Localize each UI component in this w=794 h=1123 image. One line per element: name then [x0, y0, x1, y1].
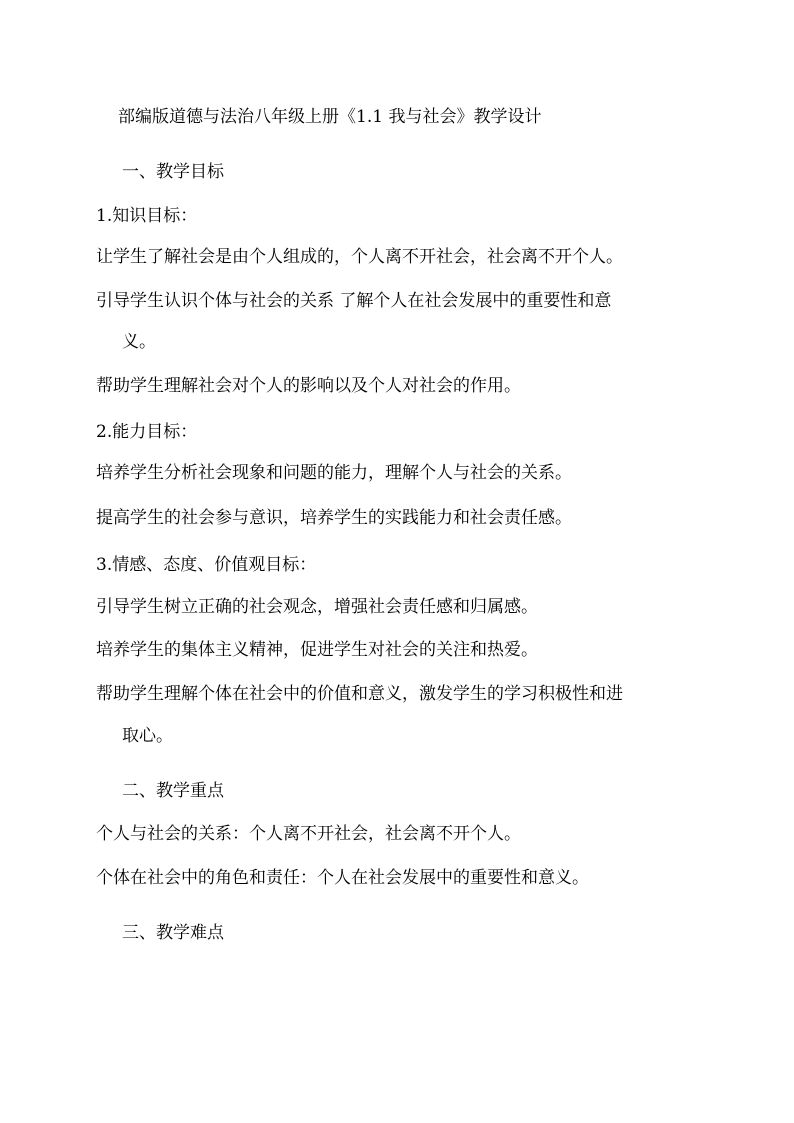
ability-item-2: 提高学生的社会参与意识，培养学生的实践能力和社会责任感。 [96, 508, 572, 528]
key-point-item-1: 个人与社会的关系：个人离不开社会，社会离不开个人。 [96, 824, 521, 844]
knowledge-item-3: 帮助学生理解社会对个人的影响以及个人对社会的作用。 [96, 376, 521, 396]
ability-item-1: 培养学生分析社会现象和问题的能力，理解个人与社会的关系。 [96, 463, 572, 483]
subheading-values: 3.情感、态度、价值观目标： [96, 555, 317, 575]
knowledge-item-1: 让学生了解社会是由个人组成的，个人离不开社会，社会离不开个人。 [96, 247, 623, 267]
section-heading-objectives: 一、教学目标 [122, 162, 224, 182]
key-point-item-2: 个体在社会中的角色和责任：个人在社会发展中的重要性和意义。 [96, 868, 589, 888]
subheading-knowledge: 1.知识目标： [96, 206, 198, 226]
document-title: 部编版道德与法治八年级上册《1.1 我与社会》教学设计 [118, 107, 542, 127]
section-heading-difficulties: 三、教学难点 [122, 923, 224, 943]
values-item-1: 引导学生树立正确的社会观念，增强社会责任感和归属感。 [96, 597, 538, 617]
values-item-3-continued: 取心。 [122, 726, 173, 746]
values-item-2: 培养学生的集体主义精神，促进学生对社会的关注和热爱。 [96, 640, 538, 660]
section-heading-key-points: 二、教学重点 [122, 781, 224, 801]
subheading-ability: 2.能力目标： [96, 422, 198, 442]
knowledge-item-2: 引导学生认识个体与社会的关系 了解个人在社会发展中的重要性和意 [96, 291, 612, 311]
knowledge-item-2-continued: 义。 [122, 332, 156, 352]
values-item-3: 帮助学生理解个体在社会中的价值和意义，激发学生的学习积极性和进 [96, 684, 623, 704]
